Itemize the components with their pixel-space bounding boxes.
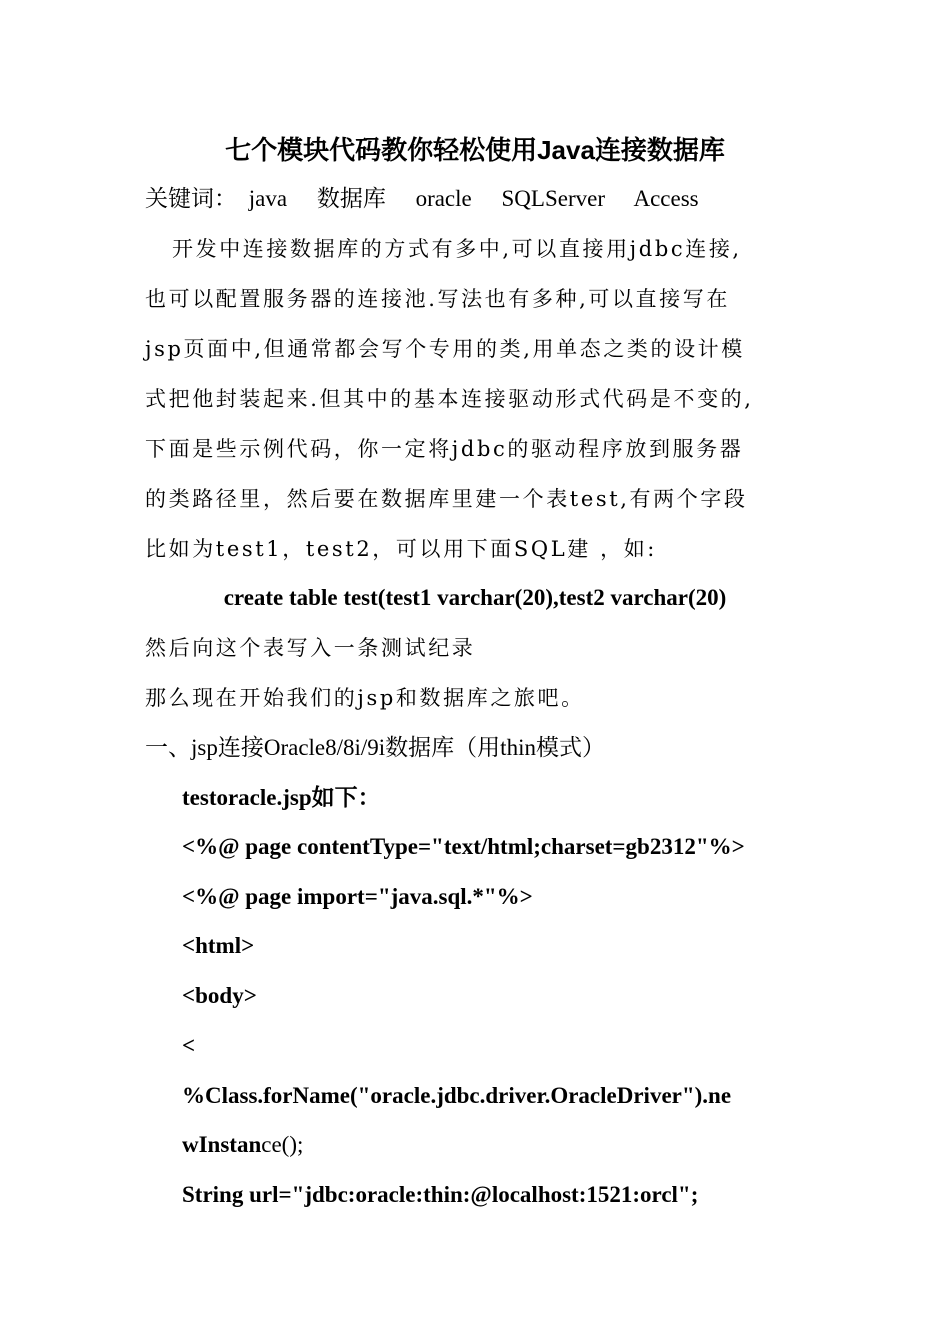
keyword-database: 数据库 — [316, 186, 386, 211]
keyword-access: Access — [633, 186, 699, 211]
paragraph-line-4: 式把他封装起来.但其中的基本连接驱动形式代码是不变的, — [145, 387, 754, 411]
paragraph-line-3: jsp页面中,但通常都会写个专用的类,用单态之类的设计模 — [145, 337, 745, 361]
code-line-2: <%@ page contentType="text/html;charset=gb2312"%> — [182, 834, 745, 859]
code-line-8 — [182, 1127, 822, 1163]
section-heading: 一、jsp连接Oracle8/8i/9i数据库（用thin模式） — [145, 735, 605, 760]
sql-statement: create table test(test1 varchar(20),test2 varchar(20) — [223, 585, 727, 610]
code-line-8-normal-part: ce(); — [261, 1132, 304, 1157]
code-line-5: <body> — [182, 983, 257, 1008]
keywords-label: 关键词： — [145, 186, 237, 211]
code-line-3: <%@ page import="java.sql.*"%> — [182, 884, 533, 909]
paragraph-line-6: 的类路径里，然后要在数据库里建一个表test,有两个字段 — [145, 487, 748, 511]
paragraph-line-7: 比如为test1，test2，可以用下面SQL建 ，如: — [145, 537, 657, 561]
keywords-line — [145, 181, 815, 217]
code-line-4: <html> — [182, 933, 255, 958]
paragraph-line-2: 也可以配置服务器的连接池.写法也有多种,可以直接写在 — [145, 287, 730, 311]
document-title: 七个模块代码教你轻松使用Java连接数据库 — [225, 135, 725, 165]
keyword-java: java — [248, 186, 288, 211]
keyword-sqlserver: SQLServer — [501, 186, 605, 211]
code-line-1: testoracle.jsp如下： — [182, 785, 381, 810]
keyword-oracle: oracle — [415, 186, 472, 211]
line-after-sql-2: 那么现在开始我们的jsp和数据库之旅吧。 — [145, 686, 585, 710]
paragraph-line-1: 开发中连接数据库的方式有多中,可以直接用jdbc连接, — [172, 237, 742, 261]
line-after-sql-1: 然后向这个表写入一条测试纪录 — [145, 636, 476, 660]
paragraph-line-5: 下面是些示例代码，你一定将jdbc的驱动程序放到服务器 — [145, 437, 744, 461]
code-line-6: < — [182, 1033, 196, 1058]
code-line-8-bold-part: wInstan — [182, 1132, 262, 1157]
code-line-9: String url="jdbc:oracle:thin:@localhost:1521:orcl"; — [182, 1182, 699, 1207]
code-line-7: %Class.forName("oracle.jdbc.driver.OracleDriver").ne — [182, 1083, 732, 1108]
